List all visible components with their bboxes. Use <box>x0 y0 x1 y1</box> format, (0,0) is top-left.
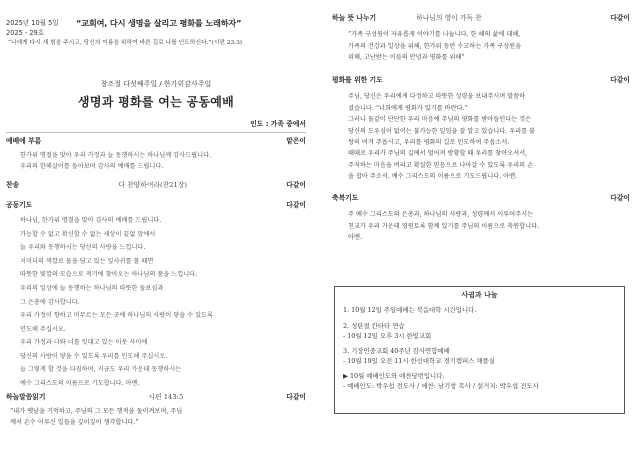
section-role: 다같이 <box>286 393 306 402</box>
section-sharing <box>332 14 630 23</box>
announcement-detail: - 10월 12일 오후 3시 한빛교회 <box>343 331 432 340</box>
announcements-box <box>334 286 625 414</box>
section-title: 하늘말씀읽기 <box>6 393 46 402</box>
text-line: 당신의 사랑이 닿을 수 있도록 우리를 인도해 주십시오. <box>20 352 168 360</box>
call-text <box>6 152 306 171</box>
section-title: 찬송 <box>6 180 20 189</box>
section-role: 다같이 <box>610 194 630 203</box>
text-line: 늘 그렇게 할 것을 다짐하며, 지금도 우리 가운데 동행하시는 <box>20 366 182 374</box>
text-line: 을 잡아 주소서. 예수 그리스도의 이름으로 기도드립니다. 아멘. <box>348 172 518 180</box>
motto: “교회여, 다시 생명을 살리고 평화를 노래하자” <box>76 18 242 28</box>
theme-verse: “나에게 다시 새 힘을 주시고, 당신의 이름을 위하여 바른 길로 나를 인도하신다.”(시편 23:3) <box>8 40 243 47</box>
text-line: 주님, 당신은 우리에게 다정하고 따뜻한 성령을 보내주시며 말씀하 <box>348 93 526 101</box>
announcement-item: 1. 10월 12일 주일예배는 북음대학 시간입니다. <box>343 306 477 315</box>
service-title: 생명과 평화를 여는 공동예배 <box>77 94 235 109</box>
issue-date: 2025년 10월 5일 <box>6 19 59 27</box>
text-line: 우리 가정과 나와 너를 잇대고 있는 이웃 사이에 <box>20 339 148 347</box>
section-hymn <box>6 181 306 190</box>
text-line: 주저하는 마음을 버리고 확실한 믿음으로 나아갈 수 있도록 우리의 손 <box>348 161 534 169</box>
section-role: 다같이 <box>610 14 630 22</box>
text-line: 위해, 고난받는 이들의 안녕과 평화를 위해” <box>348 53 465 61</box>
hymn-name: 다 찬양하여라(찬21장) <box>118 180 188 189</box>
divider <box>6 132 306 133</box>
scripture-text <box>6 408 306 428</box>
text-line: 주 예수 그리스도의 은총과, 하나님의 사랑과, 성령께서 이루어주시는 <box>348 211 534 219</box>
section-blessing <box>332 194 630 203</box>
text-line: 인도해 주십시오. <box>20 325 66 333</box>
section-role: 다같이 <box>286 180 306 189</box>
service-leader: 인도 : 가족 중에서 <box>250 119 306 128</box>
section-role: 맡은이 <box>286 137 306 146</box>
text-line: 예수 그리스도의 이름으로 기도합니다. 아멘. <box>20 379 140 387</box>
peace-text <box>332 93 630 181</box>
sharing-topic: 하나님의 영이 가득 찬 <box>416 14 482 22</box>
sharing-text <box>332 31 630 62</box>
section-role: 다같이 <box>610 76 630 85</box>
text-line: 친교가 우리 가운데 영원토록 함께 있기를 주님의 이름으로 축원합니다. <box>348 222 540 230</box>
text-line: 우리의 일상에 늘 동행하는 하나님의 따뜻한 돌보심과 <box>20 285 164 293</box>
section-title: 공동기도 <box>6 201 33 210</box>
announcement-detail: - 예배인도: 박우섭 전도사 / 애찬: 남기창 목사 / 설거지: 박우섭 전도사 <box>343 382 539 391</box>
text-line: 한가위 명절을 맞아 우리 가정과 늘 동행하시는 하나님께 감사드립니다. <box>20 152 212 160</box>
section-prayer <box>6 201 306 210</box>
left-column <box>0 0 320 430</box>
text-line: 셨습니다. “너희에게 평화가 있기를 바란다.” <box>348 104 468 112</box>
text-line: 아멘. <box>348 234 362 242</box>
text-line: 당신의 도우심이 없이는 불가능한 일임을 잘 알고 있습니다. 우리를 불 <box>348 127 536 135</box>
issue-number: 2025 - 29호 <box>6 29 45 38</box>
section-title: 평화를 위한 기도 <box>332 76 383 85</box>
text-line: 그 은총에 감사합니다. <box>20 298 80 306</box>
blessing-text <box>332 211 630 242</box>
text-line: “가족 구성원이 자유롭게 이야기를 나눕니다. 한 해의 삶에 대해, <box>348 31 521 39</box>
text-line: 우리의 한해살이를 돌아보며 감사의 예배를 드립니다. <box>20 162 164 170</box>
text-line: 우리 가정이 향하고 머무르는 모든 곳에 하나님의 사랑이 닿을 수 있도록 <box>20 312 214 320</box>
text-line: 가족의 건강과 일상을 위해, 한가위 동안 수고하는 가족 구성원을 <box>348 42 522 50</box>
section-title: 예배에 부름 <box>6 137 42 146</box>
text-line: 때때로 우리가 주님의 길에서 멀어져 방황할 때 우리를 찾아오셔서, <box>348 150 528 158</box>
prayer-text <box>6 217 306 388</box>
section-role: 다같이 <box>286 201 306 210</box>
service-subtitle: 창조절 다섯째주일 / 한가위감사주일 <box>100 80 212 89</box>
text-line: “내가 옛날을 기억하고, 주님의 그 모든 행적을 돌이켜보며, 주님 <box>10 407 183 415</box>
text-line: 그러나 돌같이 단단한 우리 마음에 주님의 평화를 받아들인다는 것은 <box>348 116 532 124</box>
section-title: 축복기도 <box>332 194 359 203</box>
text-line: 늘 우리와 동행하시는 당신의 사랑을 느낍니다. <box>20 244 146 252</box>
right-column <box>320 0 640 244</box>
text-line: 따뜻한 빛깔의 모습으로 적기에 찾아오는 하나님의 품을 느낍니다. <box>20 271 198 279</box>
announcement-item: 2. 성탄절 칸타타 연습 <box>343 322 405 331</box>
date-block <box>6 18 66 38</box>
section-call <box>6 137 306 146</box>
header <box>6 18 306 38</box>
text-line: 하나님, 한가위 명절을 맞아 감사의 예배를 드립니다. <box>20 217 162 225</box>
text-line: 께서 손수 이루신 일들을 깊이깊이 생각합니다.” <box>10 418 139 426</box>
section-reading <box>6 393 306 402</box>
section-title: 하늘 뜻 나누기 <box>332 14 377 22</box>
text-line: 가능할 수 없고 확신할 수 없는 세상이 끝없 앞에서 <box>20 230 156 238</box>
section-peace <box>332 76 630 85</box>
announcement-detail: - 10월 19일 오전 11시 한신대학교 경기캠퍼스 채플실 <box>343 356 495 365</box>
announcement-item: 3. 기장민중교회 40주년 감사연합예배 <box>343 347 450 356</box>
announcement-item: ▶ 10월 예배인도와 애찬당번입니다. <box>343 372 445 381</box>
text-line: 지미더의 색깔로 물을 담고 있는 잎사귀를 볼 때면 <box>20 257 154 265</box>
text-line: 쌍히 여겨 주옵시고, 우리를 평화의 길로 인도하여 주옵소서. <box>348 138 510 146</box>
announcements-title: 사귐과 나눔 <box>461 291 498 299</box>
scripture-ref: 시편 143:5 <box>148 393 184 402</box>
